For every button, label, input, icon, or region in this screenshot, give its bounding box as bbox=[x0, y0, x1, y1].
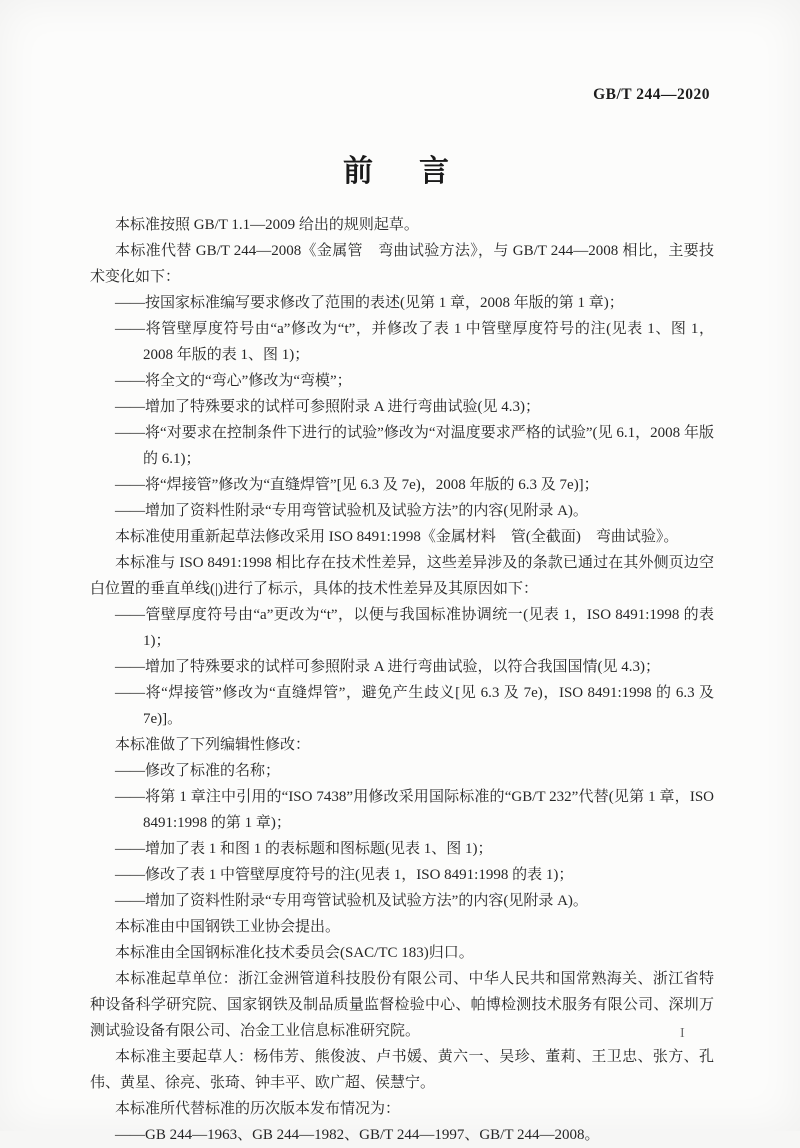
paragraph: 本标准按照 GB/T 1.1—2009 给出的规则起草。 bbox=[115, 217, 419, 233]
dash-list-item: ——将第 1 章注中引用的“ISO 7438”用修改采用国际标准的“GB/T 232”代替(见第 1 章，ISO 8491:1998 的第 1 章)； bbox=[115, 789, 714, 831]
paragraph: 本标准与 ISO 8491:1998 相比存在技术性差异，这些差异涉及的条款已通过在其外侧页边空白位置的垂直单线(|)进行了标示，具体的技术性差异及其原因如下： bbox=[90, 555, 714, 597]
paragraph: 本标准做了下列编辑性修改： bbox=[115, 737, 311, 753]
standard-number: GB/T 244—2020 bbox=[593, 86, 710, 103]
dash-list-item: ——将全文的“弯心”修改为“弯模”； bbox=[115, 373, 352, 389]
paragraph: 本标准由全国钢标准化技术委员会(SAC/TC 183)归口。 bbox=[115, 945, 474, 961]
dash-list-item: ——增加了资料性附录“专用弯管试验机及试验方法”的内容(见附录 A)。 bbox=[115, 503, 588, 519]
dash-list-item: ——将“焊接管”修改为“直缝焊管”，避免产生歧义[见 6.3 及 7e)，ISO 8491:1998 的 6.3 及 7e)]。 bbox=[115, 685, 714, 727]
dash-list-item: ——增加了特殊要求的试样可参照附录 A 进行弯曲试验(见 4.3)； bbox=[115, 399, 540, 415]
paragraph: 本标准使用重新起草法修改采用 ISO 8491:1998《金属材料 管(全截面) 弯曲试验》。 bbox=[115, 529, 679, 545]
dash-list-item: ——修改了表 1 中管壁厚度符号的注(见表 1，ISO 8491:1998 的表 1)； bbox=[115, 867, 574, 883]
dash-list-item: ——按国家标准编写要求修改了范围的表述(见第 1 章，2008 年版的第 1 章)； bbox=[115, 295, 624, 311]
dash-list-item: ——GB 244—1963、GB 244—1982、GB/T 244—1997、GB/T 244—2008。 bbox=[115, 1127, 600, 1143]
paragraph: 本标准由中国钢铁工业协会提出。 bbox=[115, 919, 341, 935]
dash-list-item: ——增加了表 1 和图 1 的表标题和图标题(见表 1、图 1)； bbox=[115, 841, 493, 857]
paragraph: 本标准所代替标准的历次版本发布情况为： bbox=[115, 1101, 401, 1117]
dash-list-item: ——将“对要求在控制条件下进行的试验”修改为“对温度要求严格的试验”(见 6.1，2008 年版的 6.1)； bbox=[115, 425, 714, 467]
dash-list-item: ——增加了资料性附录“专用弯管试验机及试验方法”的内容(见附录 A)。 bbox=[115, 893, 588, 909]
foreword-body bbox=[90, 212, 714, 1148]
paragraph: 本标准起草单位：浙江金洲管道科技股份有限公司、中华人民共和国常熟海关、浙江省特种设备科学研究院、国家钢铁及制品质量监督检验中心、帕博检测技术服务有限公司、深圳万测试验设备有限公司、冶金工业信息标准研究院。 bbox=[90, 971, 714, 1039]
dash-list-item: ——修改了标准的名称； bbox=[115, 763, 281, 779]
page-number: I bbox=[680, 1026, 686, 1041]
paragraph: 本标准主要起草人：杨伟芳、熊俊波、卢书媛、黄六一、吴珍、董莉、王卫忠、张方、孔伟、黄星、徐亮、张琦、钟丰平、欧广超、侯慧宁。 bbox=[90, 1049, 714, 1091]
dash-list-item: ——增加了特殊要求的试样可参照附录 A 进行弯曲试验，以符合我国国情(见 4.3)； bbox=[115, 659, 660, 675]
foreword-title: 前 言 bbox=[343, 155, 457, 188]
dash-list-item: ——管壁厚度符号由“a”更改为“t”，以便与我国标准协调统一(见表 1，ISO 8491:1998 的表 1)； bbox=[115, 607, 714, 649]
dash-list-item: ——将管壁厚度符号由“a”修改为“t”，并修改了表 1 中管壁厚度符号的注(见表 1、图 1，2008 年版的表 1、图 1)； bbox=[115, 321, 714, 363]
paragraph: 本标准代替 GB/T 244—2008《金属管 弯曲试验方法》，与 GB/T 244—2008 相比，主要技术变化如下： bbox=[90, 243, 714, 285]
dash-list-item: ——将“焊接管”修改为“直缝焊管”[见 6.3 及 7e)，2008 年版的 6.3 及 7e)]； bbox=[115, 477, 599, 493]
